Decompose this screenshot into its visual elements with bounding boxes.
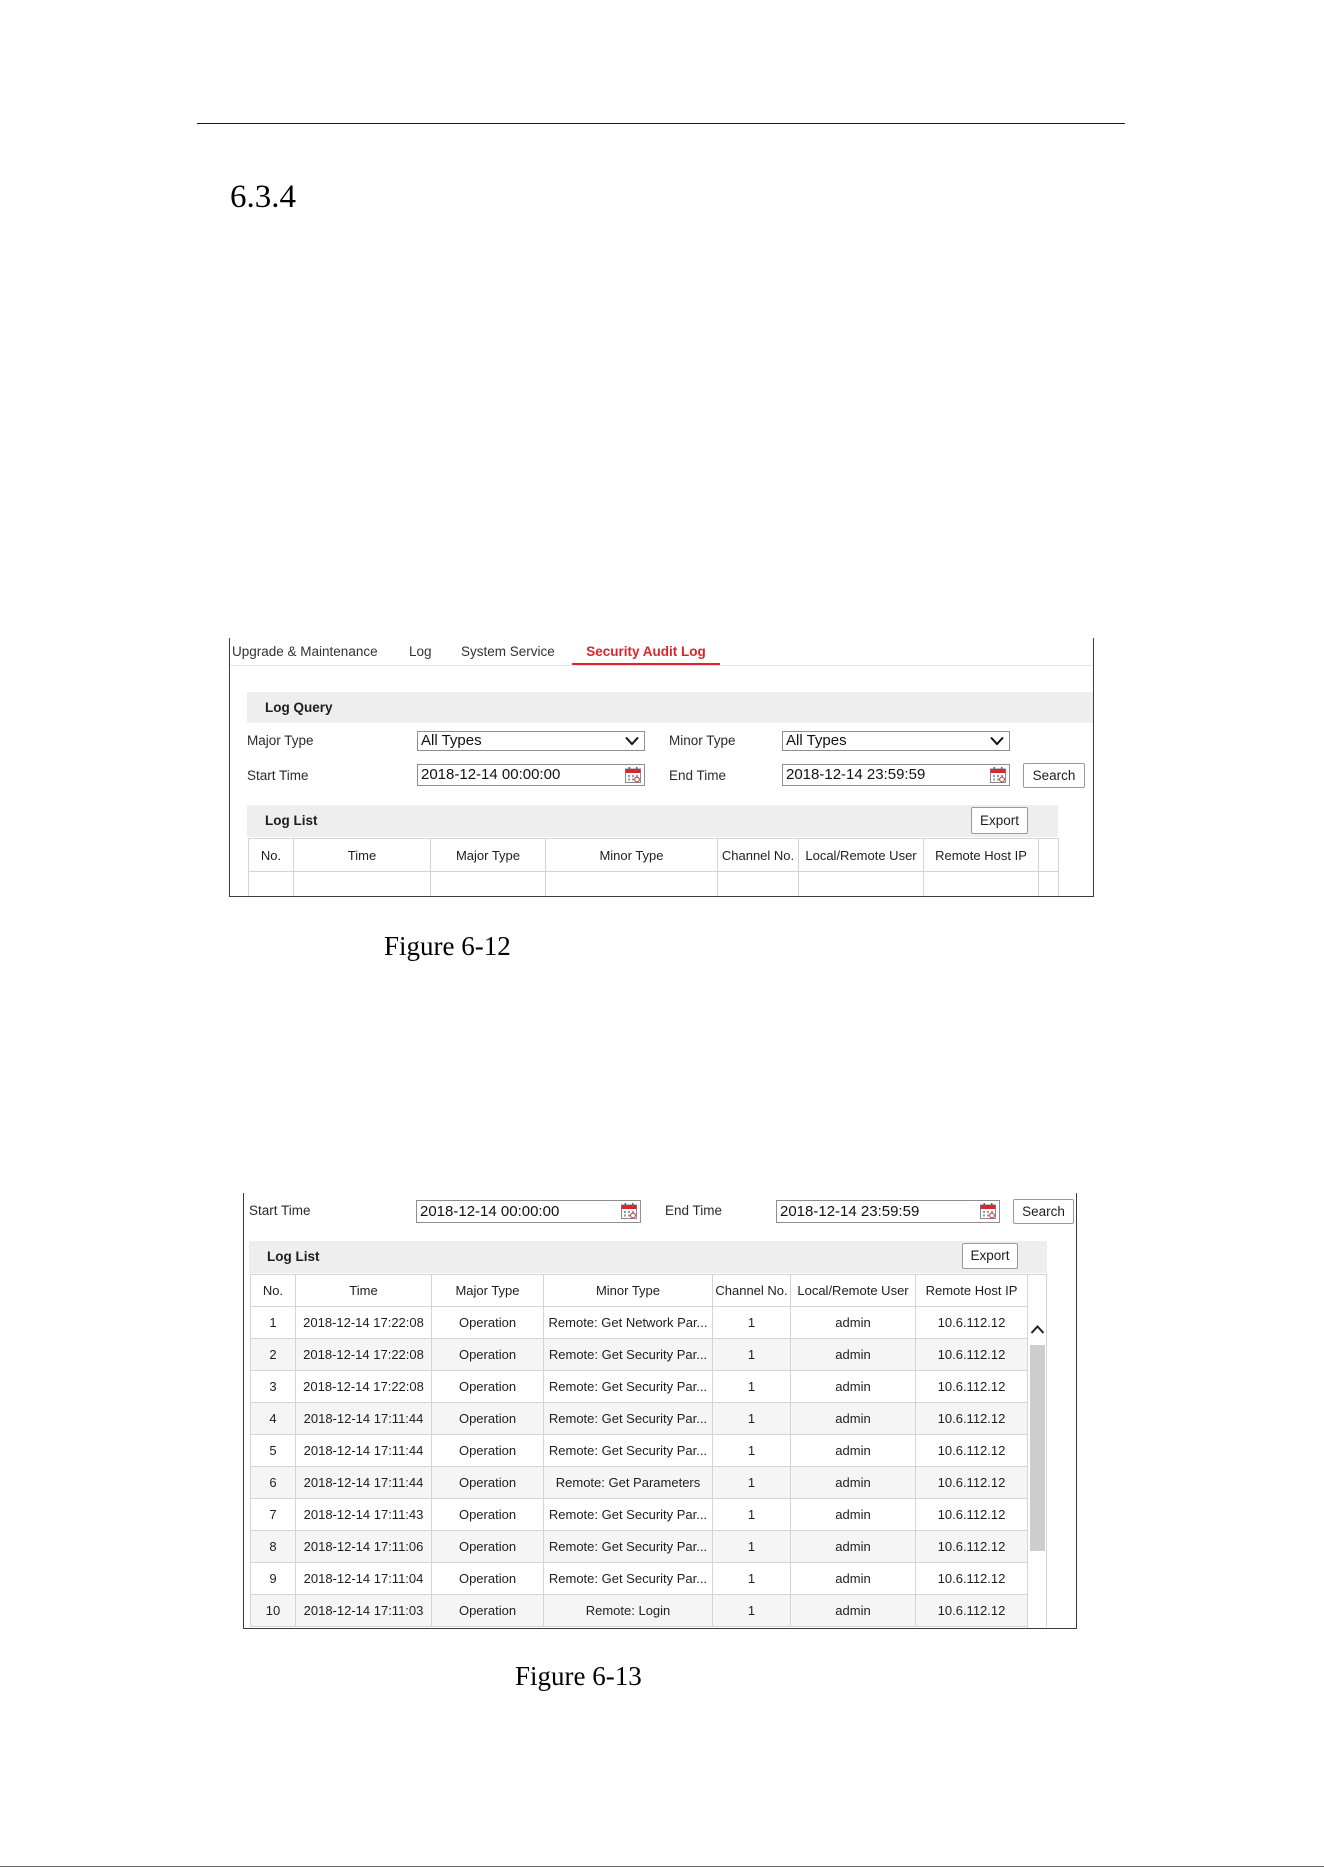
- cell-major-type: Operation: [432, 1531, 544, 1563]
- end-time-input[interactable]: [782, 764, 1010, 786]
- header-rule: [197, 123, 1125, 124]
- major-type-select[interactable]: [417, 731, 645, 751]
- log-list-table: [250, 1274, 1047, 1627]
- cell-local-remote-user: admin: [791, 1403, 916, 1435]
- cell-time: 2018-12-14 17:11:43: [296, 1499, 432, 1531]
- column-header-remote-host-ip: Remote Host IP: [916, 1275, 1028, 1307]
- empty-cell: [924, 872, 1039, 897]
- figure-caption: Figure 6-13: [515, 1661, 642, 1691]
- cell-channel-no: 1: [713, 1531, 791, 1563]
- start-time-input[interactable]: [417, 764, 645, 786]
- cell-major-type: Operation: [432, 1435, 544, 1467]
- cell-no: 3: [251, 1371, 296, 1403]
- start-time-label: Start Time: [249, 1203, 311, 1218]
- chevron-down-icon[interactable]: [625, 736, 639, 746]
- cell-local-remote-user: admin: [791, 1339, 916, 1371]
- scrollbar-thumb[interactable]: [1030, 1345, 1045, 1551]
- page-bottom-edge: [0, 1866, 1324, 1867]
- cell-minor-type: Remote: Get Security Par...: [544, 1435, 713, 1467]
- cell-no: 10: [251, 1595, 296, 1627]
- cell-major-type: Operation: [432, 1403, 544, 1435]
- tab-system-service[interactable]: System Service: [461, 644, 555, 659]
- empty-cell: [294, 872, 431, 897]
- tab-bar-divider: [230, 665, 1093, 666]
- cell-remote-host-ip: 10.6.112.12: [916, 1563, 1028, 1595]
- column-header-channel-no: Channel No.: [718, 839, 799, 872]
- cell-no: 1: [251, 1307, 296, 1339]
- column-header-time: Time: [296, 1275, 432, 1307]
- log-list-header: [247, 805, 1058, 837]
- log-query-title: Log Query: [265, 700, 333, 715]
- cell-channel-no: 1: [713, 1339, 791, 1371]
- start-time-input[interactable]: [416, 1200, 641, 1223]
- start-time-value: 2018-12-14 00:00:00: [420, 1203, 560, 1220]
- cell-remote-host-ip: 10.6.112.12: [916, 1531, 1028, 1563]
- cell-major-type: Operation: [432, 1563, 544, 1595]
- cell-remote-host-ip: 10.6.112.12: [916, 1307, 1028, 1339]
- cell-major-type: Operation: [432, 1499, 544, 1531]
- tab-security-audit-log[interactable]: Security Audit Log: [572, 640, 720, 665]
- column-header-no: No.: [249, 839, 294, 872]
- cell-remote-host-ip: 10.6.112.12: [916, 1371, 1028, 1403]
- cell-no: 2: [251, 1339, 296, 1371]
- column-header-local-remote-user: Local/Remote User: [799, 839, 924, 872]
- empty-cell: [718, 872, 799, 897]
- column-header-channel-no: Channel No.: [713, 1275, 791, 1307]
- cell-minor-type: Remote: Get Security Par...: [544, 1403, 713, 1435]
- minor-type-value: All Types: [786, 732, 847, 749]
- cell-minor-type: Remote: Login: [544, 1595, 713, 1627]
- cell-channel-no: 1: [713, 1371, 791, 1403]
- log-list-header: [249, 1241, 1047, 1273]
- cell-time: 2018-12-14 17:11:06: [296, 1531, 432, 1563]
- cell-minor-type: Remote: Get Security Par...: [544, 1339, 713, 1371]
- table-header-row: [251, 1275, 1047, 1307]
- cell-local-remote-user: admin: [791, 1499, 916, 1531]
- cell-channel-no: 1: [713, 1403, 791, 1435]
- log-list-scrollbar[interactable]: [1027, 1306, 1046, 1628]
- calendar-icon[interactable]: [989, 766, 1007, 784]
- figure-6-13-screenshot: [243, 1193, 1077, 1629]
- cell-channel-no: 1: [713, 1467, 791, 1499]
- scrollbar-header-cell: [1028, 1275, 1047, 1307]
- start-time-label: Start Time: [247, 768, 309, 783]
- column-header-no: No.: [251, 1275, 296, 1307]
- cell-time: 2018-12-14 17:22:08: [296, 1339, 432, 1371]
- log-list-title: Log List: [265, 813, 318, 828]
- cell-time: 2018-12-14 17:11:44: [296, 1467, 432, 1499]
- cell-local-remote-user: admin: [791, 1435, 916, 1467]
- scrollbar-header-cell: [1039, 839, 1059, 872]
- tab-upgrade-maintenance[interactable]: Upgrade & Maintenance: [232, 644, 378, 659]
- table-row[interactable]: [251, 1307, 1047, 1339]
- cell-major-type: Operation: [432, 1307, 544, 1339]
- cell-remote-host-ip: 10.6.112.12: [916, 1435, 1028, 1467]
- column-header-major-type: Major Type: [432, 1275, 544, 1307]
- cell-remote-host-ip: 10.6.112.12: [916, 1595, 1028, 1627]
- end-time-input[interactable]: [776, 1200, 1000, 1223]
- cell-channel-no: 1: [713, 1563, 791, 1595]
- cell-channel-no: 1: [713, 1307, 791, 1339]
- start-time-value: 2018-12-14 00:00:00: [421, 766, 561, 783]
- cell-no: 9: [251, 1563, 296, 1595]
- table-row-empty: [249, 872, 1059, 897]
- cell-major-type: Operation: [432, 1595, 544, 1627]
- cell-major-type: Operation: [432, 1339, 544, 1371]
- table-row[interactable]: [251, 1595, 1047, 1627]
- cell-minor-type: Remote: Get Security Par...: [544, 1563, 713, 1595]
- table-row[interactable]: [251, 1467, 1047, 1499]
- cell-local-remote-user: admin: [791, 1531, 916, 1563]
- cell-no: 4: [251, 1403, 296, 1435]
- search-button[interactable]: Search: [1023, 763, 1085, 788]
- minor-type-select[interactable]: [782, 731, 1010, 751]
- cell-minor-type: Remote: Get Security Par...: [544, 1371, 713, 1403]
- cell-minor-type: Remote: Get Parameters: [544, 1467, 713, 1499]
- end-time-value: 2018-12-14 23:59:59: [786, 766, 926, 783]
- column-header-major-type: Major Type: [431, 839, 546, 872]
- calendar-icon[interactable]: [624, 766, 642, 784]
- figure-6-12-screenshot: [229, 638, 1094, 897]
- empty-cell: [249, 872, 294, 897]
- column-header-time: Time: [294, 839, 431, 872]
- cell-time: 2018-12-14 17:11:04: [296, 1563, 432, 1595]
- cell-local-remote-user: admin: [791, 1371, 916, 1403]
- empty-cell: [431, 872, 546, 897]
- cell-channel-no: 1: [713, 1499, 791, 1531]
- cell-remote-host-ip: 10.6.112.12: [916, 1339, 1028, 1371]
- table-header-row: [249, 839, 1059, 872]
- cell-minor-type: Remote: Get Security Par...: [544, 1531, 713, 1563]
- cell-time: 2018-12-14 17:11:44: [296, 1403, 432, 1435]
- cell-time: 2018-12-14 17:22:08: [296, 1307, 432, 1339]
- cell-major-type: Operation: [432, 1371, 544, 1403]
- cell-time: 2018-12-14 17:11:03: [296, 1595, 432, 1627]
- empty-cell: [1039, 872, 1059, 897]
- log-query-header: [247, 692, 1093, 723]
- cell-local-remote-user: admin: [791, 1467, 916, 1499]
- chevron-down-icon[interactable]: [990, 736, 1004, 746]
- table-row[interactable]: [251, 1435, 1047, 1467]
- cell-no: 5: [251, 1435, 296, 1467]
- cell-time: 2018-12-14 17:11:44: [296, 1435, 432, 1467]
- cell-minor-type: Remote: Get Security Par...: [544, 1499, 713, 1531]
- column-header-local-remote-user: Local/Remote User: [791, 1275, 916, 1307]
- cell-channel-no: 1: [713, 1435, 791, 1467]
- table-row[interactable]: [251, 1499, 1047, 1531]
- column-header-remote-host-ip: Remote Host IP: [924, 839, 1039, 872]
- log-list-table: [248, 838, 1059, 897]
- tab-log[interactable]: Log: [409, 644, 432, 659]
- log-list-title: Log List: [267, 1249, 320, 1264]
- major-type-value: All Types: [421, 732, 482, 749]
- cell-remote-host-ip: 10.6.112.12: [916, 1467, 1028, 1499]
- cell-major-type: Operation: [432, 1467, 544, 1499]
- empty-cell: [799, 872, 924, 897]
- cell-local-remote-user: admin: [791, 1563, 916, 1595]
- calendar-icon[interactable]: [979, 1202, 997, 1220]
- calendar-icon[interactable]: [620, 1202, 638, 1220]
- cell-no: 6: [251, 1467, 296, 1499]
- table-row[interactable]: [251, 1371, 1047, 1403]
- search-button[interactable]: Search: [1013, 1199, 1074, 1224]
- cell-no: 8: [251, 1531, 296, 1563]
- cell-local-remote-user: admin: [791, 1307, 916, 1339]
- cell-local-remote-user: admin: [791, 1595, 916, 1627]
- export-button[interactable]: Export: [962, 1243, 1018, 1269]
- cell-remote-host-ip: 10.6.112.12: [916, 1403, 1028, 1435]
- chevron-up-icon[interactable]: [1030, 1324, 1045, 1335]
- table-row[interactable]: [251, 1563, 1047, 1595]
- section-number: 6.3.4: [230, 179, 296, 215]
- end-time-label: End Time: [665, 1203, 723, 1218]
- cell-minor-type: Remote: Get Network Par...: [544, 1307, 713, 1339]
- export-button[interactable]: Export: [971, 807, 1028, 834]
- end-time-value: 2018-12-14 23:59:59: [780, 1203, 920, 1220]
- table-row[interactable]: [251, 1531, 1047, 1563]
- empty-cell: [546, 872, 718, 897]
- minor-type-label: Minor Type: [669, 733, 736, 748]
- table-row[interactable]: [251, 1403, 1047, 1435]
- column-header-minor-type: Minor Type: [546, 839, 718, 872]
- cell-time: 2018-12-14 17:22:08: [296, 1371, 432, 1403]
- end-time-label: End Time: [669, 768, 727, 783]
- major-type-label: Major Type: [247, 733, 314, 748]
- cell-channel-no: 1: [713, 1595, 791, 1627]
- table-row[interactable]: [251, 1339, 1047, 1371]
- figure-caption: Figure 6-12: [384, 931, 511, 961]
- column-header-minor-type: Minor Type: [544, 1275, 713, 1307]
- cell-remote-host-ip: 10.6.112.12: [916, 1499, 1028, 1531]
- cell-no: 7: [251, 1499, 296, 1531]
